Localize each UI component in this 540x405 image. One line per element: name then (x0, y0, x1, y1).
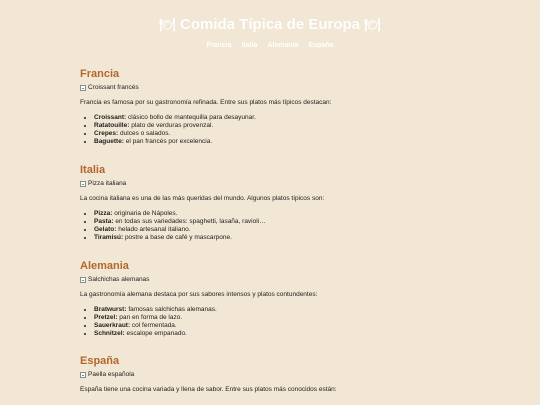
dish-name: Bratwurst: (94, 306, 127, 313)
dish-desc: col fermentada. (130, 322, 177, 329)
dish-list (80, 210, 520, 242)
list-item (94, 122, 520, 130)
list-item (94, 114, 520, 122)
image-alt-text: Croissant francés (88, 84, 139, 91)
section-intro: La gastronomía alemana destaca por sus sabores intensos y platos contundentes: (80, 291, 318, 298)
nav-link-alemania[interactable]: Alemania (267, 42, 299, 49)
dish-name: Ratatouille: (94, 122, 130, 129)
dish-desc: originaria de Nápoles. (112, 210, 178, 217)
list-item (94, 322, 520, 330)
dish-name: Pasta: (94, 218, 114, 225)
broken-image-icon (80, 181, 86, 187)
dish-desc: clásico bollo de mantequilla para desayunar. (126, 114, 256, 121)
dish-desc: en todas sus variedades: spaghetti, lasaña, ravioli… (113, 218, 266, 225)
list-item (94, 234, 520, 242)
broken-image-icon (80, 277, 86, 283)
list-item (94, 226, 520, 234)
section-title: España (80, 355, 120, 367)
section-espana (80, 355, 520, 400)
dish-list (80, 306, 520, 338)
dish-name: Pizza: (94, 210, 113, 217)
dish-desc: helado artesanal italiano. (116, 226, 191, 233)
list-item (94, 138, 520, 146)
site-title-text: Comida Típica de Europa (179, 16, 361, 33)
dish-desc: el pan francés por excelencia. (123, 138, 213, 145)
plate-icon: 🍽 (364, 17, 381, 32)
main-nav (0, 42, 540, 49)
image-alt-text: Paella española (88, 371, 135, 378)
dish-name: Croissant: (94, 114, 127, 121)
dish-name: Schnitzel: (94, 330, 125, 337)
list-item (94, 330, 520, 338)
dish-desc: escalope empanado. (124, 330, 187, 337)
nav-link-espana[interactable]: España (308, 42, 334, 49)
dish-name: Baguette: (94, 138, 124, 145)
section-italia (80, 164, 520, 242)
image-alt-text: Salchichas alemanas (88, 276, 150, 283)
section-title: Italia (80, 164, 106, 176)
broken-image (80, 275, 520, 284)
broken-image (80, 179, 520, 188)
section-title: Francia (80, 68, 120, 80)
page-header (0, 0, 540, 62)
dish-desc: famosas salchichas alemanas. (126, 306, 217, 313)
nav-link-francia[interactable]: Francia (206, 42, 232, 49)
section-intro: La cocina italiana es una de las más queridas del mundo. Algunos platos típicos son: (80, 195, 325, 202)
nav-link-italia[interactable]: Italia (241, 42, 258, 49)
section-intro: España tiene una cocina variada y llena de sabor. Entre sus platos más conocidos están: (80, 386, 337, 393)
broken-image-icon (80, 372, 86, 378)
section-intro: Francia es famosa por su gastronomía refinada. Entre sus platos más típicos destacan: (80, 99, 332, 106)
dish-name: Crepes: (94, 130, 119, 137)
dish-desc: dulces o salados. (118, 130, 171, 137)
dish-list (80, 114, 520, 146)
dish-desc: pan en forma de lazo. (117, 314, 183, 321)
list-item (94, 210, 520, 218)
section-francia (80, 68, 520, 146)
site-title (0, 16, 540, 33)
dish-desc: plato de verduras provenzal. (129, 122, 214, 129)
section-title: Alemania (80, 260, 129, 272)
plate-icon: 🍽 (159, 17, 176, 32)
section-alemania (80, 260, 520, 338)
dish-name: Sauerkraut: (94, 322, 131, 329)
dish-name: Gelato: (94, 226, 117, 233)
dish-name: Pretzel: (94, 314, 118, 321)
list-item (94, 130, 520, 138)
image-alt-text: Pizza italiana (88, 180, 127, 187)
broken-image-icon (80, 85, 86, 91)
list-item (94, 314, 520, 322)
list-item (94, 218, 520, 226)
dish-name: Tiramisú: (94, 234, 124, 241)
list-item (94, 306, 520, 314)
broken-image (80, 370, 520, 379)
dish-desc: postre a base de café y mascarpone. (123, 234, 232, 241)
broken-image (80, 83, 520, 92)
